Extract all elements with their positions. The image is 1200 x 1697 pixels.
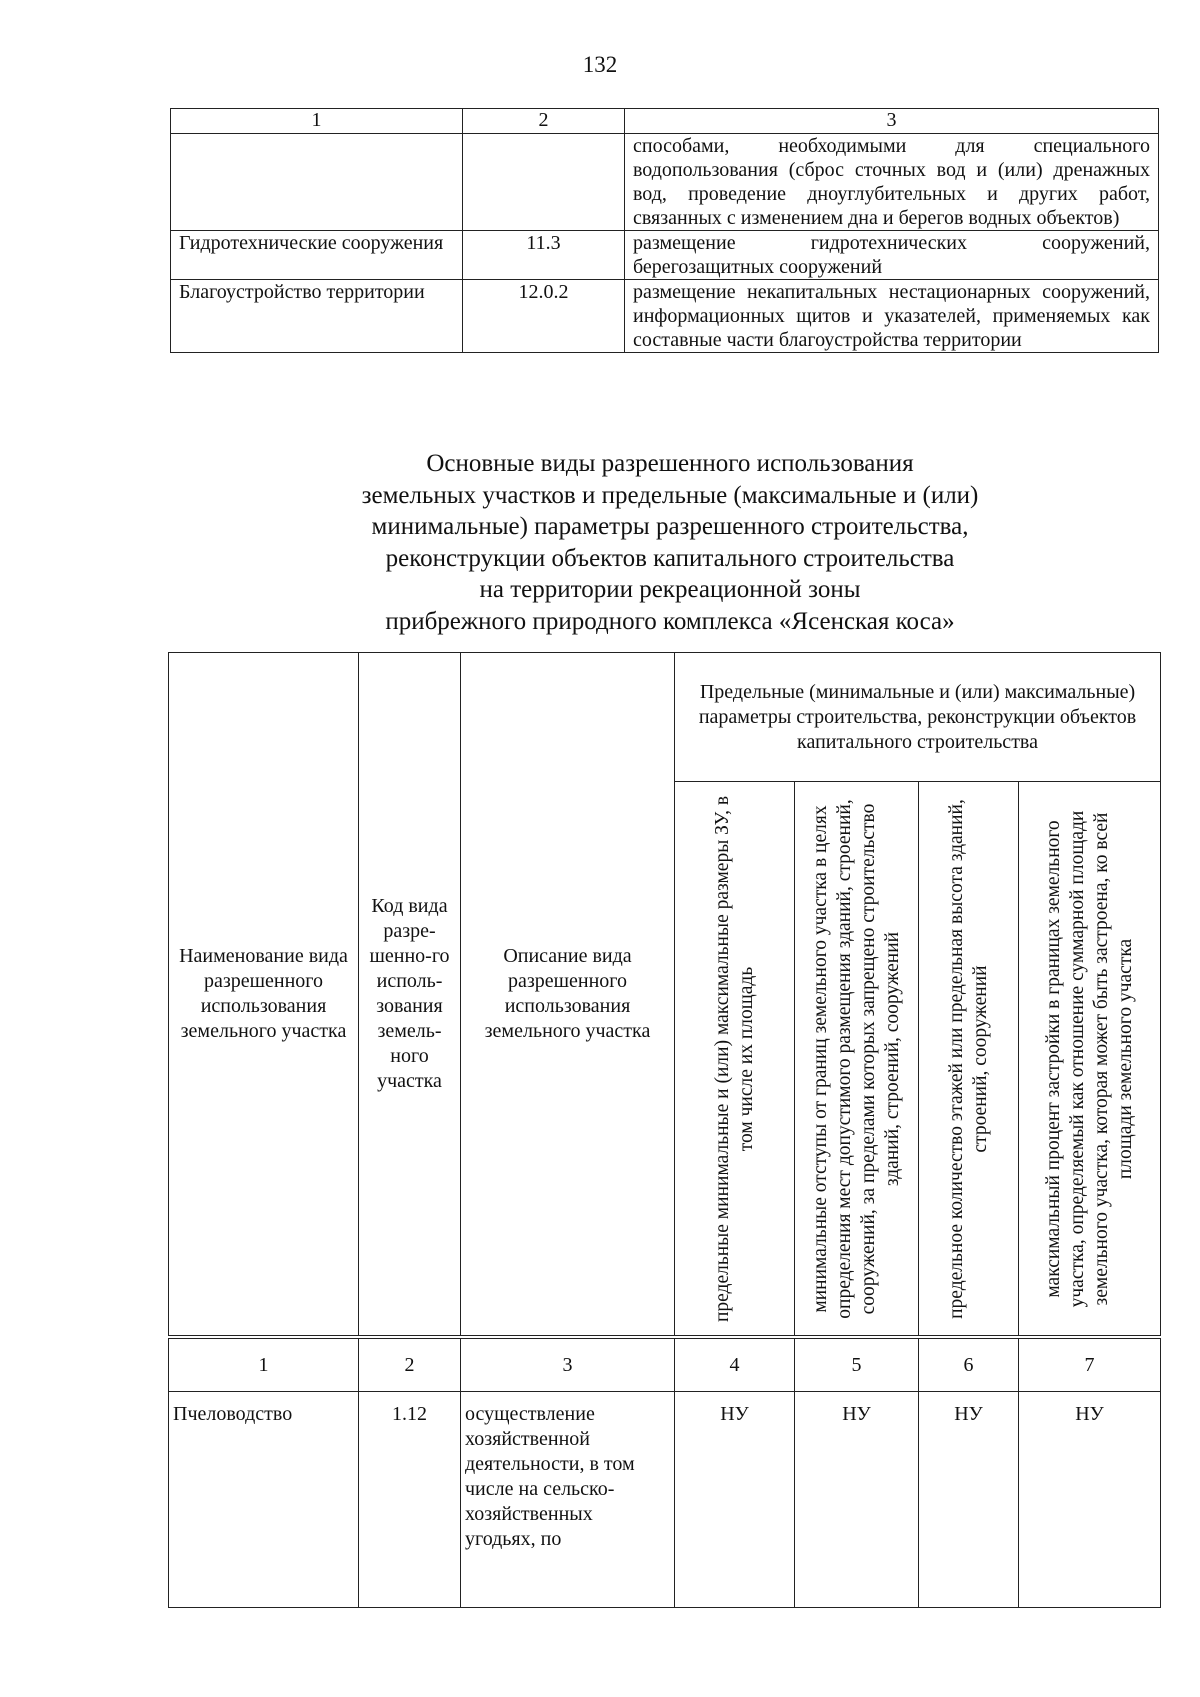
use-code: 12.0.2 [463, 280, 625, 353]
use-code: 11.3 [463, 231, 625, 280]
column-number: 1 [171, 109, 463, 134]
column-number: 2 [463, 109, 625, 134]
column-number: 1 [169, 1337, 359, 1392]
header-plot-size: предельные минимальные и (или) максимальные размеры ЗУ, в том числе их площадь [675, 782, 795, 1338]
table-header-row [171, 109, 1159, 134]
use-description: осуществление хозяйственной деятельности, в том числе на сельско-хозяйственных угодьях, по [461, 1392, 675, 1608]
table-row [169, 1392, 1161, 1608]
column-number: 7 [1019, 1337, 1161, 1392]
plot-size-value: НУ [675, 1392, 795, 1608]
use-code: 1.12 [359, 1392, 461, 1608]
heading-line: реконструкции объектов капитального строительства [385, 544, 955, 572]
use-name [171, 134, 463, 231]
table-row [171, 134, 1159, 231]
header-use-code: Код вида разре-шенно-го исполь-зования земель-ного участка [359, 653, 461, 1338]
column-numbers-row [169, 1337, 1161, 1392]
coverage-percent-value: НУ [1019, 1392, 1161, 1608]
header-setbacks: минимальные отступы от границ земельного участка в целях определения мест допустимого размещения зданий, строений, сооружений, за пределами которых запрещено строительство зданий, строений, сооружений [795, 782, 919, 1338]
header-floors-height: предельное количество этажей или предельная высота зданий, строений, сооружений [919, 782, 1019, 1338]
header-use-name: Наименование вида разрешенного использования земельного участка [169, 653, 359, 1338]
use-name: Благоустройство территории [171, 280, 463, 353]
table-row [171, 280, 1159, 353]
table-header-row [169, 653, 1161, 782]
table-row [171, 231, 1159, 280]
setbacks-value: НУ [795, 1392, 919, 1608]
use-name: Пчеловодство [169, 1392, 359, 1608]
use-description: размещение гидротехнических сооружений, берегозащитных сооружений [625, 231, 1159, 280]
use-code [463, 134, 625, 231]
parameters-table [168, 652, 1161, 1608]
heading-line: Основные виды разрешенного использования [426, 450, 914, 477]
header-parameters-group: Предельные (минимальные и (или) максимальные) параметры строительства, реконструкции объектов капитального строительства [675, 653, 1161, 782]
column-number: 6 [919, 1337, 1019, 1392]
header-coverage-percent: максимальный процент застройки в границах земельного участка, определяемый как отношение суммарной площади земельного участка, которая может быть застроена, ко всей площади земельного участка [1019, 782, 1161, 1338]
section-heading [0, 448, 1200, 637]
column-number: 3 [625, 109, 1159, 134]
column-number: 3 [461, 1337, 675, 1392]
column-number: 5 [795, 1337, 919, 1392]
page-number: 132 [582, 52, 618, 77]
use-description: размещение некапитальных нестационарных сооружений, информационных щитов и указателей, применяемых как составные части благоустройства территории [625, 280, 1159, 353]
floors-height-value: НУ [919, 1392, 1019, 1608]
heading-line: прибрежного природного комплекса «Ясенская коса» [385, 607, 955, 635]
column-number: 4 [675, 1337, 795, 1392]
use-description: способами, необходимыми для специального водопользования (сброс сточных вод и (или) дренажных вод, проведение дноуглубительных и других работ, связанных с изменением дна и берегов водных объектов) [625, 134, 1159, 231]
heading-line: на территории рекреационной зоны [479, 576, 861, 603]
column-number: 2 [359, 1337, 461, 1392]
continuation-table [170, 108, 1159, 353]
heading-line: минимальные) параметры разрешенного строительства, [371, 513, 969, 540]
use-name: Гидротехнические сооружения [171, 231, 463, 280]
heading-line: земельных участков и предельные (максимальные и (или) [361, 481, 979, 509]
header-use-description: Описание вида разрешенного использования земельного участка [461, 653, 675, 1338]
